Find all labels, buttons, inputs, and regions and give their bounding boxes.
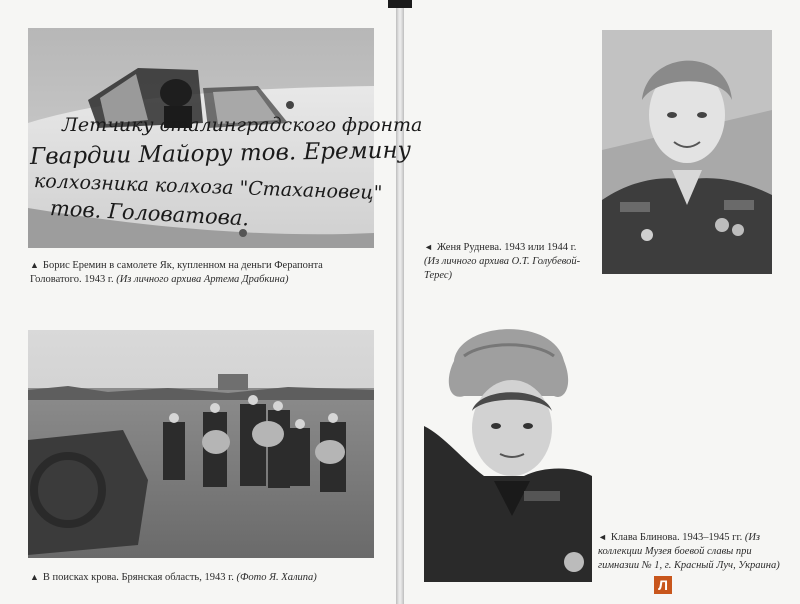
caption-text: Женя Руднева. 1943 или 1944 г. (436, 242, 577, 253)
plane-photo (28, 28, 423, 248)
inscription-line-2: Гвардии Майору тов. Еремину (29, 137, 412, 170)
rudneva-portrait (602, 30, 772, 274)
spine-shadow (388, 0, 412, 8)
inscription-line-4: тов. Головатова. (49, 196, 250, 231)
caption-rudneva (424, 240, 594, 283)
caption-source: (Из личного архива О.Т. Голубевой-Терес) (424, 256, 581, 281)
caption-text: Борис Еремин в самолете Як, купленном на деньги Ферапонта Головатого. 1943 г. (30, 260, 323, 285)
caption-blinova (598, 530, 782, 573)
caption-marker: ◄ (598, 532, 607, 542)
inscription-line-1: Летчику сталинградского фронта (62, 114, 423, 136)
caption-marker: ▲ (30, 260, 39, 270)
caption-plane (30, 258, 376, 287)
publisher-logo-icon: Л (654, 576, 672, 594)
caption-source: (Из коллекции Музея боевой славы при гимназии № 1, г. Красный Луч, Украина) (598, 532, 780, 571)
caption-text: В поисках крова. Брянская область, 1943 г. (42, 572, 234, 583)
caption-marker: ◄ (424, 242, 433, 252)
book-spine (396, 0, 404, 604)
caption-text: Клава Блинова. 1943–1945 гг. (610, 532, 743, 543)
refugees-photo (28, 330, 374, 558)
inscription-line-3: колхозника колхоза "Стахановец" (33, 170, 383, 205)
caption-source: (Фото Я. Халипа) (236, 572, 317, 583)
caption-source: (Из личного архива Артема Драбкина) (116, 274, 289, 285)
blinova-portrait (424, 316, 592, 582)
caption-refugees (30, 570, 376, 585)
caption-marker: ▲ (30, 572, 39, 582)
